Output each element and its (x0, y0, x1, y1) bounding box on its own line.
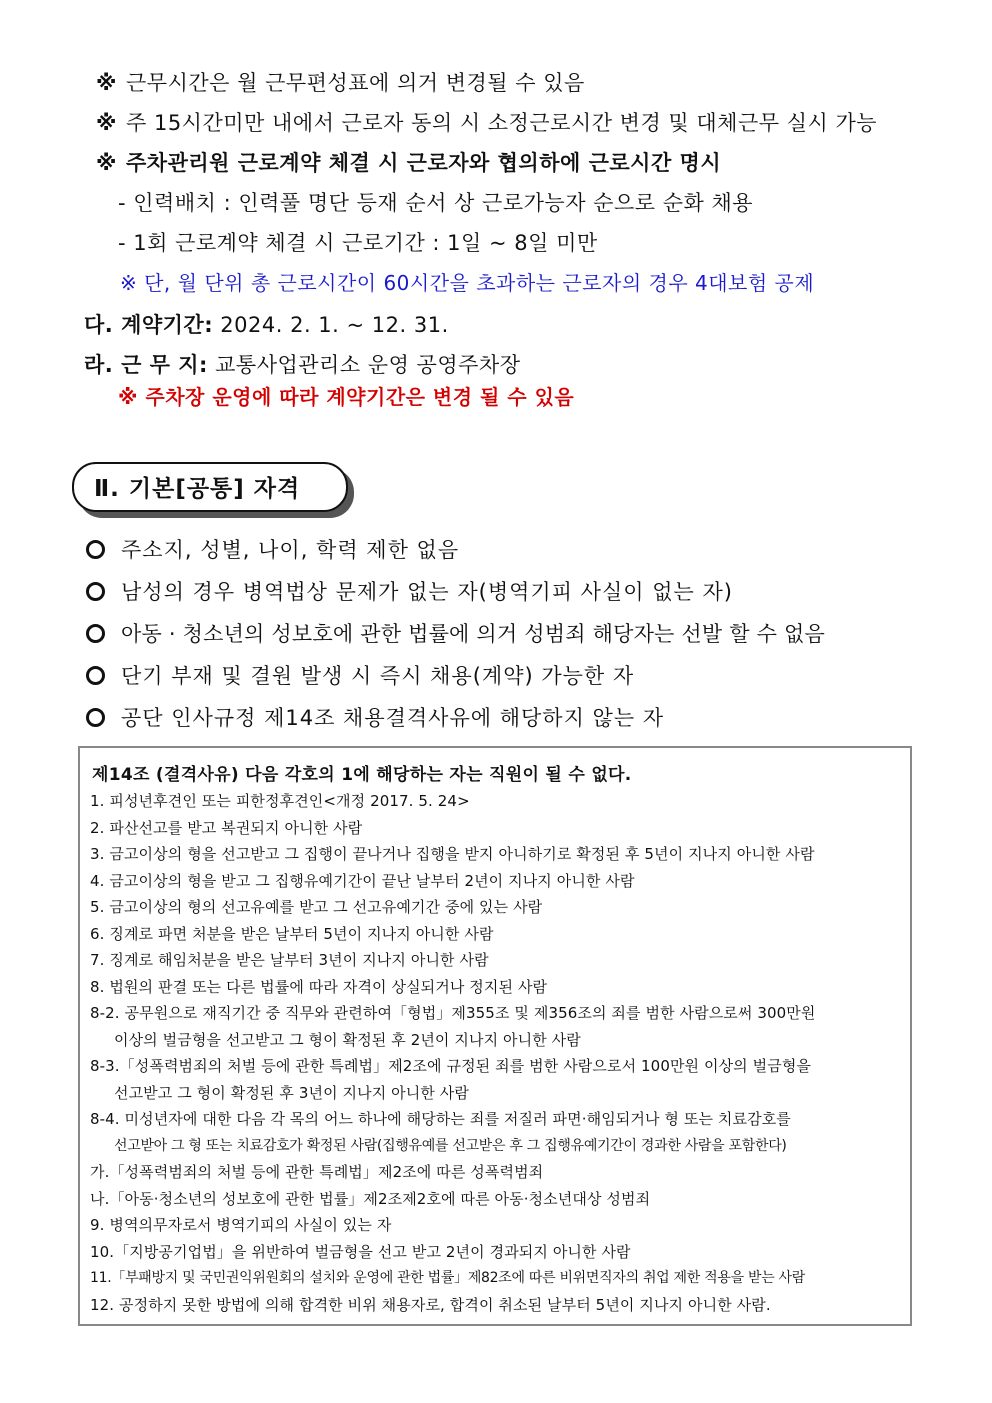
circle-bullet-icon (86, 624, 105, 643)
qualification-item (86, 576, 733, 606)
note-2-text: 주 15시간미만 내에서 근로자 동의 시 소정근로시간 변경 및 대체근무 실시 가능 (126, 111, 878, 135)
qualification-text: 공단 인사규정 제14조 채용결격사유에 해당하지 않는 자 (121, 706, 665, 730)
list-item: 8-3.「성폭력범죄의 처벌 등에 관한 특례법」제2조에 규정된 죄를 범한 사람으로서 100만원 이상의 벌금형을 (90, 1057, 812, 1075)
list-item: 8-4. 미성년자에 대한 다음 각 목의 어느 하나에 해당하는 죄를 저질러 파면·해임되거나 형 또는 치료감호를 (90, 1110, 791, 1128)
note-3 (96, 147, 721, 177)
qualification-item (86, 618, 825, 648)
insurance-note: ※ 단, 월 단위 총 근로시간이 60시간을 초과하는 근로자의 경우 4대보험 공제 (120, 271, 815, 295)
list-item-continued: 선고받고 그 형이 확정된 후 3년이 지나지 아니한 사람 (114, 1084, 469, 1102)
contract-period-value: 2024. 2. 1. ~ 12. 31. (213, 313, 449, 337)
contract-period-label: 다. 계약기간: (84, 313, 214, 337)
section-heading: Ⅱ. 기본[공통] 자격 (94, 476, 301, 502)
note-2 (96, 107, 877, 137)
list-item: 12. 공정하지 못한 방법에 의해 합격한 비위 채용자로, 합격이 취소된 날부터 5년이 지나지 아니한 사람. (90, 1296, 771, 1314)
qualification-text: 주소지, 성별, 나이, 학력 제한 없음 (121, 538, 460, 562)
note-3-text: 주차관리원 근로계약 체결 시 근로자와 협의하에 근로시간 명시 (126, 151, 722, 175)
list-item: 5. 금고이상의 형의 선고유예를 받고 그 선고유예기간 중에 있는 사람 (90, 898, 543, 916)
workplace-label: 라. 근 무 지: (84, 353, 208, 377)
qualification-text: 아동 · 청소년의 성보호에 관한 법률에 의거 성범죄 해당자는 선발 할 수 없음 (121, 622, 825, 646)
list-item: 9. 병역의무자로서 병역기피의 사실이 있는 자 (90, 1216, 392, 1234)
list-item: 8-2. 공무원으로 재직기간 중 직무와 관련하여「형법」제355조 및 제356조의 죄를 범한 사람으로써 300만원 (90, 1004, 816, 1022)
workplace-value: 교통사업관리소 운영 공영주차장 (207, 353, 521, 377)
circle-bullet-icon (86, 540, 105, 559)
reference-mark-icon: ※ (96, 151, 117, 175)
contract-period (84, 309, 449, 339)
sub-item-1: - 인력배치 : 인력풀 명단 등재 순서 상 근로가능자 순으로 순화 채용 (118, 191, 754, 215)
list-item: 10.「지방공기업법」을 위반하여 벌금형을 선고 받고 2년이 경과되지 아니한 사람 (90, 1243, 631, 1261)
circle-bullet-icon (86, 708, 105, 727)
qualification-text: 단기 부재 및 결원 발생 시 즉시 채용(계약) 가능한 자 (121, 664, 635, 688)
list-item: 나.「아동·청소년의 성보호에 관한 법률」제2조제2호에 따른 아동·청소년대상 성범죄 (90, 1190, 651, 1208)
disqualification-box (78, 746, 912, 1326)
qualification-item (86, 702, 664, 732)
parking-note: ※ 주차장 운영에 따라 계약기간은 변경 될 수 있음 (118, 385, 575, 409)
list-item: 4. 금고이상의 형을 받고 그 집행유예기간이 끝난 날부터 2년이 지나지 아니한 사람 (90, 872, 635, 890)
reference-mark-icon: ※ (96, 71, 117, 95)
list-item: 8. 법원의 판결 또는 다른 법률에 따라 자격이 상실되거나 정지된 사람 (90, 978, 548, 996)
list-item: 가.「성폭력범죄의 처벌 등에 관한 특례법」제2조에 따른 성폭력범죄 (90, 1163, 544, 1181)
box-title: 제14조 (결격사유) 다음 각호의 1에 해당하는 자는 직원이 될 수 없다. (92, 765, 632, 785)
note-1 (96, 67, 585, 97)
qualification-text: 남성의 경우 병역법상 문제가 없는 자(병역기피 사실이 없는 자) (121, 580, 733, 604)
list-item: 2. 파산선고를 받고 복권되지 아니한 사람 (90, 819, 363, 837)
list-item-continued: 이상의 벌금형을 선고받고 그 형이 확정된 후 2년이 지나지 아니한 사람 (114, 1031, 581, 1049)
qualification-item (86, 534, 459, 564)
list-item: 7. 징계로 해임처분을 받은 날부터 3년이 지나지 아니한 사람 (90, 951, 489, 969)
qualification-item (86, 660, 634, 690)
circle-bullet-icon (86, 666, 105, 685)
note-1-text: 근무시간은 월 근무편성표에 의거 변경될 수 있음 (126, 71, 585, 95)
list-item: 6. 징계로 파면 처분을 받은 날부터 5년이 지나지 아니한 사람 (90, 925, 494, 943)
circle-bullet-icon (86, 582, 105, 601)
sub-item-2: - 1회 근로계약 체결 시 근로기간 : 1일 ~ 8일 미만 (118, 231, 598, 255)
list-item: 1. 피성년후견인 또는 피한정후견인<개정 2017. 5. 24> (90, 792, 470, 810)
reference-mark-icon: ※ (96, 111, 117, 135)
section-heading-box (72, 462, 348, 512)
list-item-continued: 선고받아 그 형 또는 치료감호가 확정된 사람(집행유예를 선고받은 후 그 집행유예기간이 경과한 사람을 포함한다) (114, 1138, 787, 1154)
list-item: 3. 금고이상의 형을 선고받고 그 집행이 끝나거나 집행을 받지 아니하기로 확정된 후 5년이 지나지 아니한 사람 (90, 845, 815, 863)
workplace (84, 349, 520, 379)
list-item: 11.「부패방지 및 국민권익위원회의 설치와 운영에 관한 법률」제82조에 따른 비위면직자의 취업 제한 적용을 받는 사람 (90, 1270, 806, 1286)
